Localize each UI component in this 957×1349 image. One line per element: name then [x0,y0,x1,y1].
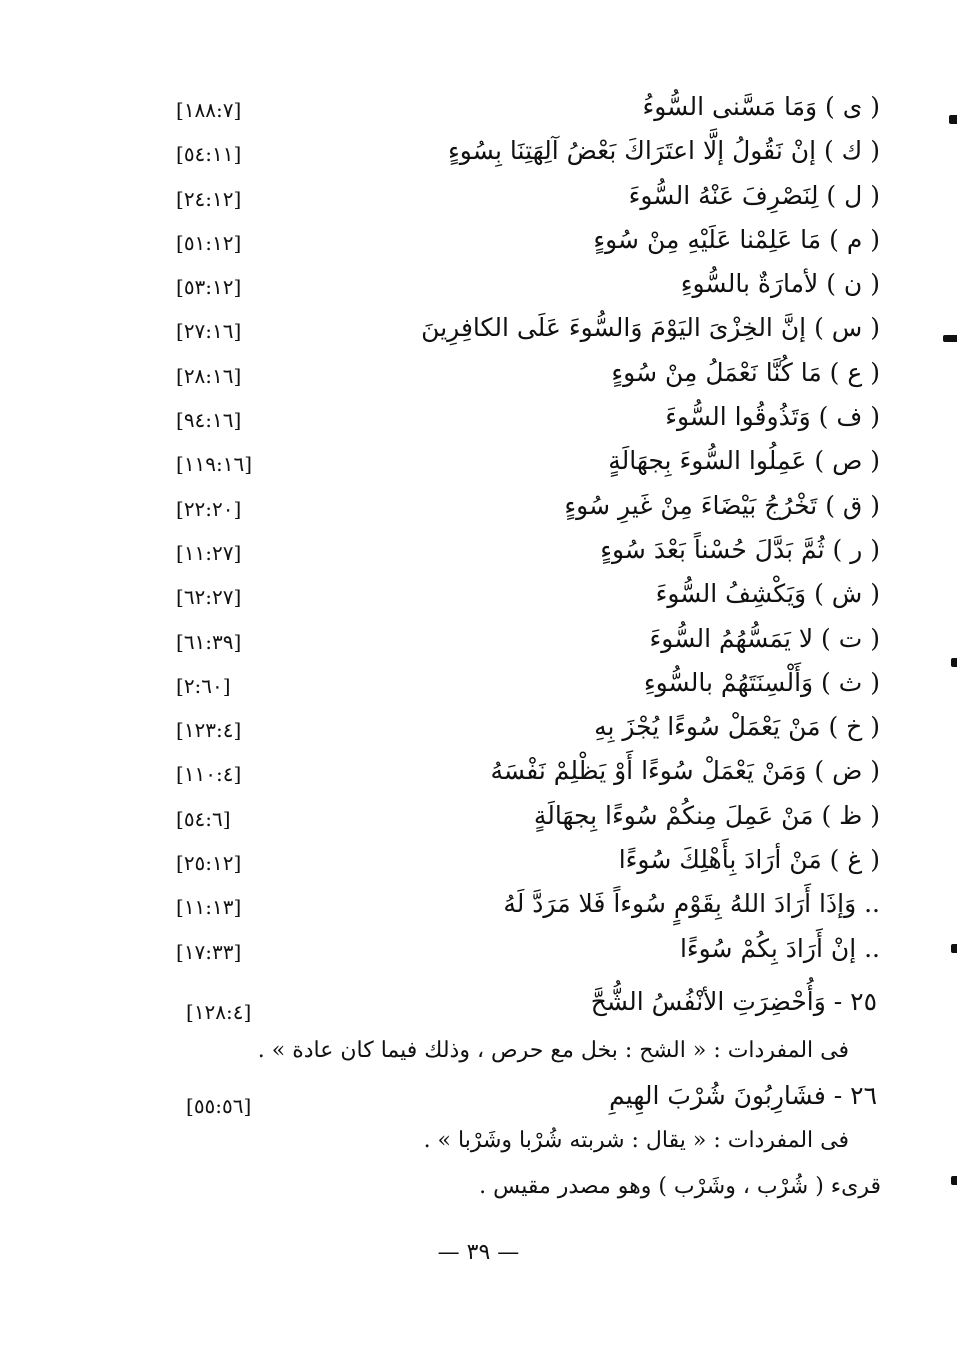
verse-entry [160,305,880,349]
verse-reference: [١٢٣:٤] [176,718,242,743]
verse-text: ( م ) مَا عَلِمْنا عَلَيْهِ مِنْ سُوءٍ [593,224,880,254]
item-26-verse: ٢٦ - فشَارِبُونَ شُرْبَ الهِيمِ [609,1081,877,1110]
verse-reference: [١٧:٣٣] [176,939,242,964]
scan-edge-mark [951,1176,957,1185]
item-26-note-1: فى المفردات : « يقال : شربته شُرْبا وشَرْبا » . [423,1128,849,1153]
verse-text: ( ع ) مَا كُنَّا نَعْمَلُ مِنْ سُوءٍ [611,357,880,387]
verse-text: ( غ ) مَنْ أرَادَ بِأَهْلِكَ سُوءًا [618,845,880,875]
verse-reference: [١١:١٣] [176,895,242,920]
verse-entry [160,704,880,748]
verse-reference: [٥٤:١١] [176,142,242,167]
verse-text: ( ف ) وَتَذُوقُوا السُّوءَ [665,402,880,432]
verse-entry [160,173,880,217]
verse-entry [160,483,880,527]
verse-text: ( ق ) تَخْرُجُ بَيْضَاءَ مِنْ غَيرِ سُوءٍ [564,490,880,520]
verse-entry [160,837,880,881]
verse-text: ( ى ) وَمَا مَسَّنى السُّوءُ [642,92,880,121]
verse-text: ( ص ) عَمِلُوا السُّوءَ بِجهَالَةٍ [608,446,880,476]
verse-entry [160,571,880,615]
verse-reference: [٢:٦٠] [176,673,231,698]
verse-text: ( ر ) ثُمَّ بَدَّلَ حُسْناً بَعْدَ سُوءٍ [600,534,880,564]
scan-edge-mark [951,658,957,667]
verse-entry [160,217,880,261]
verse-text: ( ك ) إنْ نَقُولُ إلَّا اعتَرَاكَ بَعْضُ آلِهَتِنَا بِسُوءٍ [448,136,880,166]
verse-reference: [٢٤:١٢] [176,186,242,211]
verse-text: ( خ ) مَنْ يَعْمَلْ سُوءًا يُجْزَ بِهِ [594,712,880,742]
verse-reference: [١١٠:٤] [176,762,242,787]
verse-list [160,84,880,970]
verse-entry [160,748,880,792]
verse-entry [160,926,880,970]
verse-entry [160,438,880,482]
verse-reference: [٢٨:١٦] [176,363,242,388]
scan-edge-mark [943,335,957,342]
verse-reference: [٦٢:٢٧] [176,585,242,610]
verse-entry [160,660,880,704]
verse-reference: [١١:٢٧] [176,540,242,565]
verse-text: ( ت ) لا يَمَسُّهُمُ السُّوءَ [649,623,880,653]
item-25-verse: ٢٥ - وَأُحْضِرَتِ الأنْفُسُ الشُّحَّ [590,987,877,1016]
verse-text: ( ظ ) مَنْ عَمِلَ مِنكُمْ سُوءًا بِجهَالَةٍ [533,800,880,830]
verse-text: ( ش ) وَيَكْشِفُ السُّوءَ [655,579,880,609]
verse-entry [160,881,880,925]
verse-text: .. وَإذَا أَرَادَ اللهُ بِقَوْمٍ سُوءاً فَلا مَرَدَّ لَهُ [503,889,880,919]
verse-entry [160,350,880,394]
verse-text: ( ل ) لِنَصْرِفَ عَنْهُ السُّوءَ [628,180,880,210]
verse-entry [160,616,880,660]
item-26-note-2: قرىء ( شُرْب ، وشَرْب ) وهو مصدر مقيس . [479,1174,881,1199]
verse-text: ( ن ) لأمارَةٌ بالسُّوءِ [680,269,880,299]
verse-reference: [٢٥:١٢] [176,851,242,876]
verse-entry [160,527,880,571]
scan-edge-mark [949,115,957,124]
item-26-reference: [٥٥:٥٦] [186,1094,252,1118]
verse-text: .. إنْ أَرَادَ بِكُمْ سُوءًا [679,933,880,963]
verse-reference: [٩٤:١٦] [176,408,242,433]
verse-reference: [٥٤:٦] [176,806,231,831]
verse-reference: [١١٩:١٦] [176,452,253,477]
verse-reference: [٢٢:٢٠] [176,496,242,521]
scan-edge-mark [951,944,957,953]
verse-text: ( ث ) وَأَلْسِنَتَهُمْ بالسُّوءِ [643,667,880,697]
verse-text: ( ض ) وَمَنْ يَعْمَلْ سُوءًا أَوْ يَظْلِمْ نَفْسَهُ [490,756,880,786]
verse-reference: [٥١:١٢] [176,230,242,255]
verse-entry [160,394,880,438]
verse-reference: [١٨٨:٧] [176,98,242,122]
verse-entry [160,261,880,305]
verse-entry [160,793,880,837]
verse-reference: [٦١:٣٩] [176,629,242,654]
verse-entry [160,128,880,172]
page-number: — ٣٩ — [437,1240,520,1265]
verse-text: ( س ) إنَّ الخِزْىَ اليَوْمَ وَالسُّوءَ عَلَى الكافِرِينَ [421,313,880,343]
item-25-note: فى المفردات : « الشح : بخل مع حرص ، وذلك فيما كان عادة » . [257,1038,849,1063]
verse-reference: [٢٧:١٦] [176,319,242,344]
verse-reference: [٥٣:١٢] [176,275,242,300]
item-25-reference: [١٢٨:٤] [186,1000,252,1024]
verse-entry [160,84,880,128]
